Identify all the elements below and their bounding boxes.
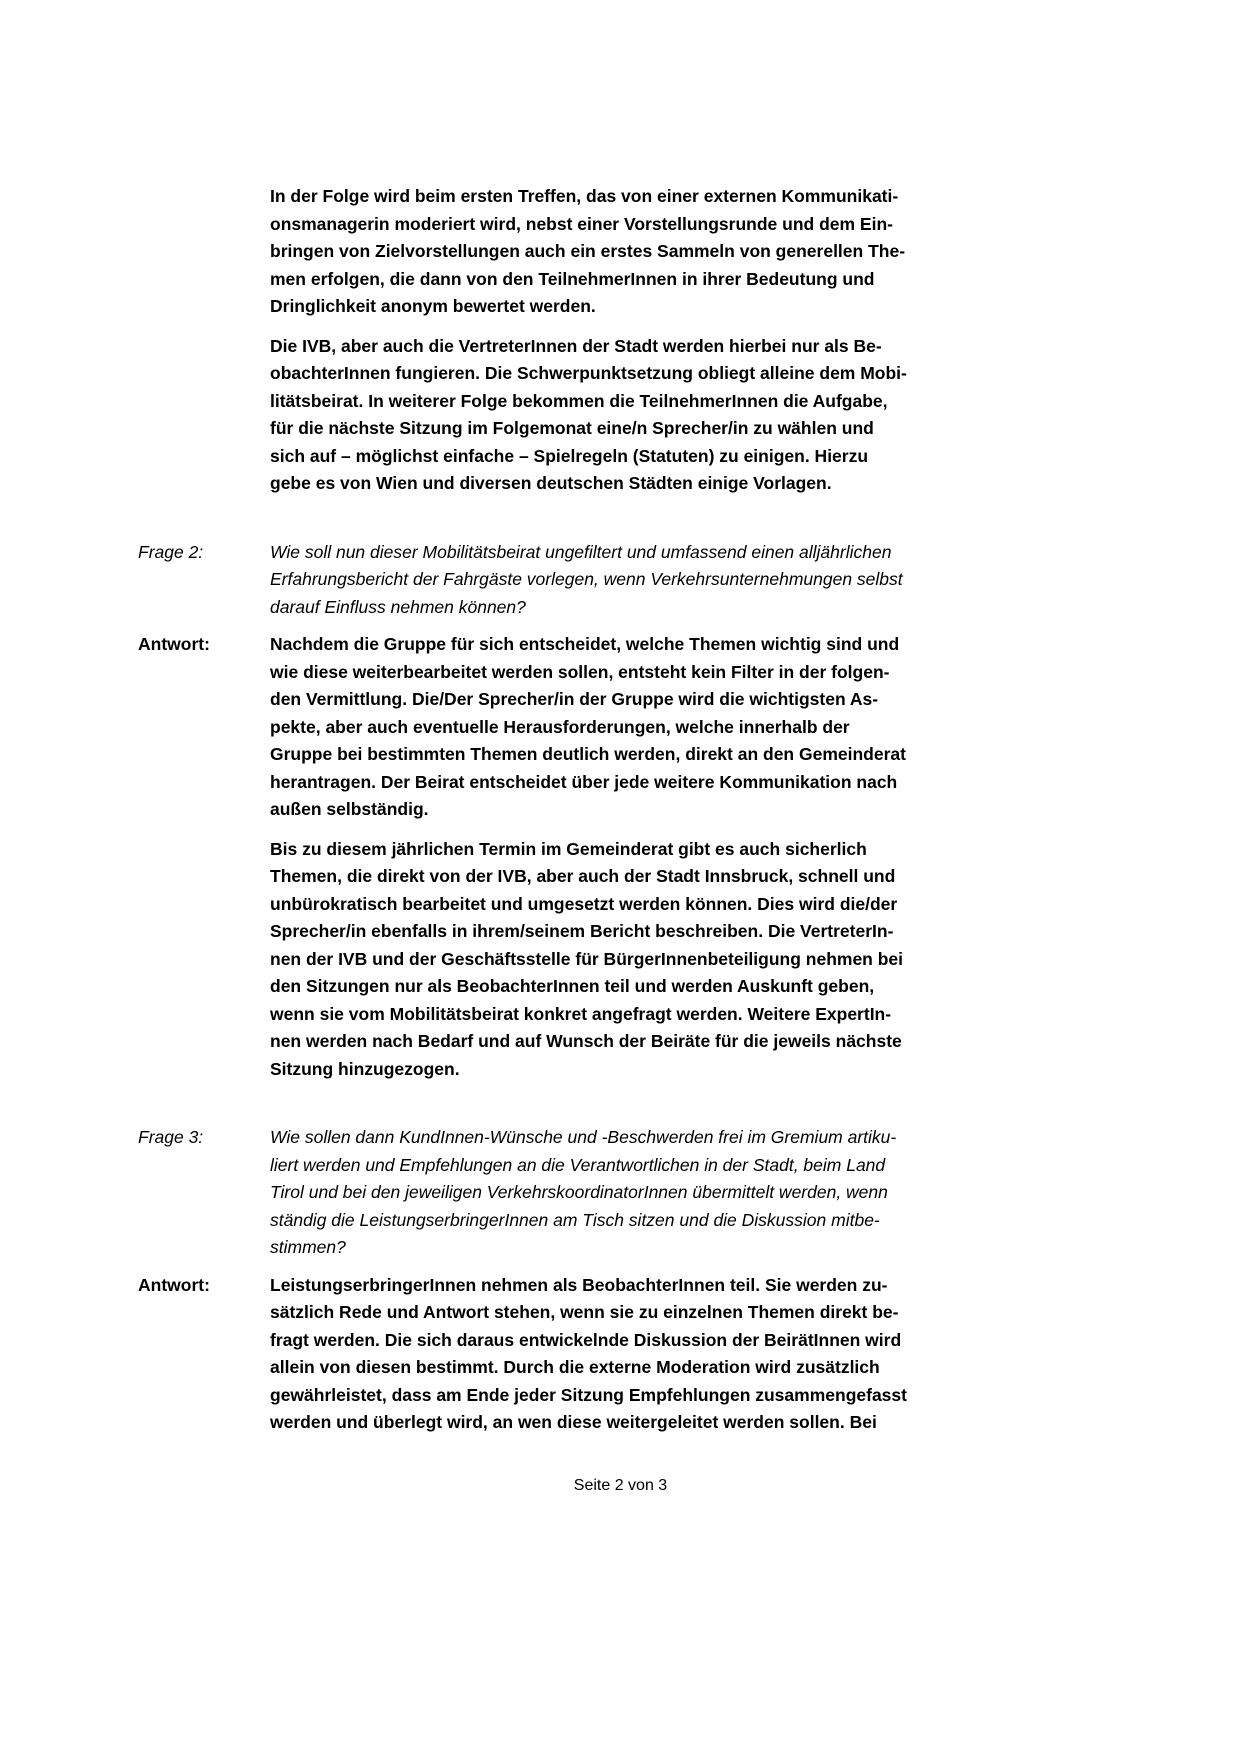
antwort-3-text [270,1272,1181,1437]
frage-3-text [270,1124,1181,1262]
text-line: für die nächste Sitzung im Folgemonat eine/n Sprecher/in zu wählen und [270,418,874,438]
text-line: nen der IVB und der Geschäftsstelle für BürgerInnenbeteiligung nehmen bei [270,948,904,969]
text-line: werden und überlegt wird, an wen diese weitergeleitet werden sollen. Bei [270,1412,877,1432]
text-line: Sitzung hinzugezogen. [270,1058,460,1079]
antwort-2-continued-text [270,836,1181,1084]
text-line: onsmanagerin moderiert wird, nebst einer Vorstellungsrunde und dem Ein- [270,213,893,234]
text-line: sätzlich Rede und Antwort stehen, wenn sie zu einzelnen Themen direkt be- [270,1302,899,1322]
text-line: unbürokratisch bearbeitet und umgesetzt werden können. Dies wird die/der [270,893,898,914]
text-line: bringen von Zielvorstellungen auch ein erstes Sammeln von generellen The- [270,241,906,261]
frage-2 [138,539,1181,622]
text-line: gebe es von Wien und diversen deutschen Städten einige Vorlagen. [270,473,832,493]
frage-3 [138,1124,1181,1262]
text-line: nen werden nach Bedarf und auf Wunsch der Beiräte für die jeweils nächste [270,1031,902,1051]
text-line: den Vermittlung. Die/Der Sprecher/in der Gruppe wird die wichtigsten As- [270,689,879,709]
document-body [138,183,1181,1437]
text-line: den Sitzungen nur als BeobachterInnen teil und werden Auskunft geben, [270,976,875,996]
text-line: Die IVB, aber auch die VertreterInnen der Stadt werden hierbei nur als Be- [270,335,882,356]
text-line: In der Folge wird beim ersten Treffen, das von einer externen Kommunikati- [270,186,899,206]
text-line: Erfahrungsbericht der Fahrgäste vorlegen, wenn Verkehrsunternehmungen selbst [270,569,903,589]
text-line: Themen, die direkt von der IVB, aber auch der Stadt Innsbruck, schnell und [270,866,896,886]
page-footer: Seite 2 von 3 [573,1477,668,1494]
text-line: LeistungserbringerInnen nehmen als BeobachterInnen teil. Sie werden zu- [270,1274,888,1295]
text-line: Dringlichkeit anonym bewertet werden. [270,296,596,316]
text-line: litätsbeirat. In weiterer Folge bekommen die TeilnehmerInnen die Aufgabe, [270,390,888,411]
text-line: Tirol und bei den jeweiligen VerkehrskoordinatorInnen übermittelt werden, wenn [270,1182,888,1202]
text-line: Gruppe bei bestimmten Themen deutlich werden, direkt an den Gemeinderat [270,744,906,764]
antwort-2 [138,631,1181,824]
text-line: außen selbständig. [270,799,429,819]
antwort-3-label: Antwort: [138,1274,210,1295]
intro-paragraph-2 [138,333,1181,498]
frage-2-label: Frage 2: [138,541,204,562]
text-line: Sprecher/in ebenfalls in ihrem/seinem Bericht beschreiben. Die VertreterIn- [270,921,894,941]
text-line: Wie soll nun dieser Mobilitätsbeirat ungefiltert und umfassend einen alljährlichen [270,541,892,562]
text-line: obachterInnen fungieren. Die Schwerpunktsetzung obliegt alleine dem Mobi- [270,363,907,383]
text-line: wie diese weiterbearbeitet werden sollen, entsteht kein Filter in der folgen- [270,661,890,682]
intro-paragraph-2-text [270,333,1181,498]
text-line: fragt werden. Die sich daraus entwickelnde Diskussion der BeirätInnen wird [270,1329,902,1350]
text-line: stimmen? [270,1237,346,1257]
antwort-2-continued [138,836,1181,1084]
text-line: Bis zu diesem jährlichen Termin im Gemeinderat gibt es auch sicherlich [270,838,867,859]
antwort-2-label: Antwort: [138,634,210,654]
frage-2-text [270,539,1181,622]
text-line: allein von diesen bestimmt. Durch die externe Moderation wird zusätzlich [270,1357,880,1377]
text-line: Wie sollen dann KundInnen-Wünsche und -Beschwerden frei im Gremium artiku- [270,1127,897,1147]
frage-3-label: Frage 3: [138,1127,204,1147]
text-line: darauf Einfluss nehmen können? [270,596,526,617]
text-line: men erfolgen, die dann von den TeilnehmerInnen in ihrer Bedeutung und [270,268,875,289]
intro-paragraph-1-text [270,183,1181,321]
text-line: ständig die LeistungserbringerInnen am Tisch sitzen und die Diskussion mitbe- [270,1209,880,1230]
text-line: Nachdem die Gruppe für sich entscheidet, welche Themen wichtig sind und [270,634,900,654]
text-line: herantragen. Der Beirat entscheidet über jede weitere Kommunikation nach [270,771,898,792]
text-line: pekte, aber auch eventuelle Herausforderungen, welche innerhalb der [270,716,850,737]
text-line: liert werden und Empfehlungen an die Verantwortlichen in der Stadt, beim Land [270,1154,886,1175]
intro-paragraph-1 [138,183,1181,321]
text-line: gewährleistet, dass am Ende jeder Sitzung Empfehlungen zusammengefasst [270,1384,907,1405]
text-line: wenn sie vom Mobilitätsbeirat konkret angefragt werden. Weitere ExpertIn- [270,1003,892,1024]
antwort-3 [138,1272,1181,1437]
antwort-2-text [270,631,1181,824]
text-line: sich auf – möglichst einfache – Spielregeln (Statuten) zu einigen. Hierzu [270,445,869,466]
